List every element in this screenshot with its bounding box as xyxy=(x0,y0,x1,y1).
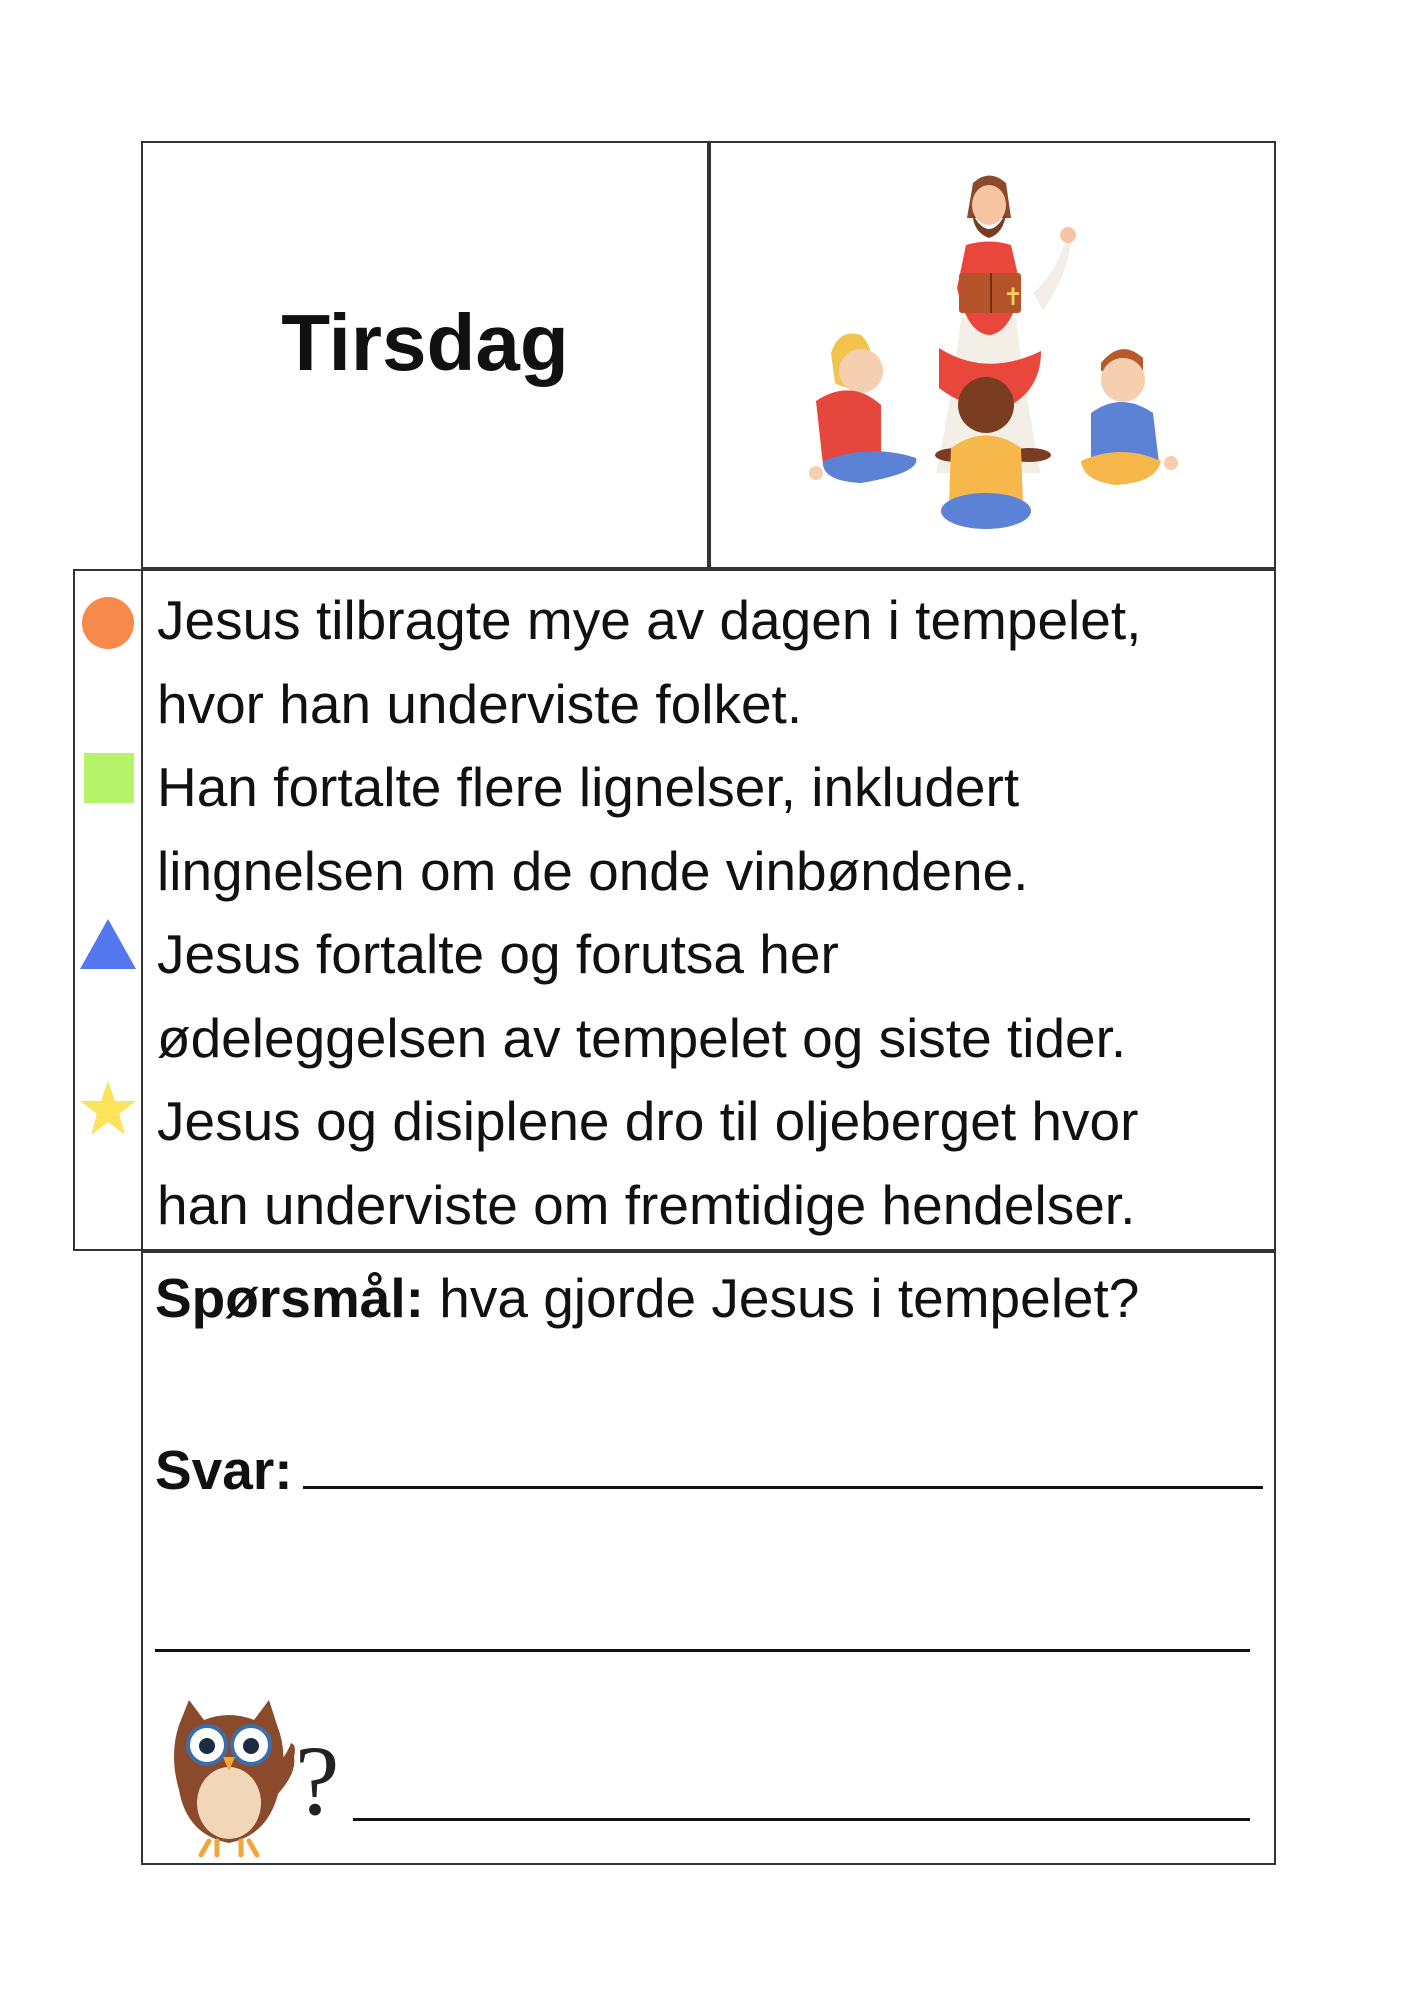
answer-label: Svar: xyxy=(155,1439,293,1501)
illustration-cell xyxy=(709,141,1276,569)
story-line: Jesus fortalte og forutsa her xyxy=(157,923,839,985)
story-line: Jesus og disiplene dro til oljeberget hvor xyxy=(157,1090,1139,1152)
title-cell xyxy=(141,141,709,569)
question-label: Spørsmål: xyxy=(155,1267,424,1329)
jesus-figure xyxy=(935,176,1076,474)
owl-thinking-icon xyxy=(159,1695,299,1860)
symbol-column xyxy=(73,569,143,1251)
yellow-star-icon xyxy=(78,1079,138,1139)
svg-text:✝: ✝ xyxy=(1003,283,1024,311)
girl-figure xyxy=(809,333,916,483)
orange-circle-icon xyxy=(78,593,138,653)
question-mark: ? xyxy=(295,1725,340,1836)
question-cell xyxy=(141,1251,1276,1865)
page-title: Tirsdag xyxy=(281,298,569,387)
blue-triangle-icon xyxy=(78,917,138,977)
story-cell xyxy=(141,569,1276,1251)
story-line: ødeleggelsen av tempelet og siste tider. xyxy=(157,1006,1127,1069)
story-line: lingnelsen om de onde vinbøndene. xyxy=(157,839,1029,902)
green-square-icon xyxy=(78,749,138,809)
story-line: Jesus tilbragte mye av dagen i tempelet, xyxy=(157,589,1142,651)
story-line: Han fortalte flere lignelser, inkludert xyxy=(157,756,1020,818)
story-text xyxy=(157,579,1141,1247)
boy-figure xyxy=(1081,349,1178,485)
story-line: hvor han underviste folket. xyxy=(157,672,803,735)
jesus-teaching-children-illustration xyxy=(711,143,1274,567)
question-text xyxy=(155,1263,1139,1333)
answer-line-1[interactable] xyxy=(303,1486,1263,1489)
answer-line-2[interactable] xyxy=(155,1649,1250,1652)
answer-line-3[interactable] xyxy=(353,1818,1250,1821)
question-body: hva gjorde Jesus i tempelet? xyxy=(423,1267,1140,1329)
story-line: han underviste om fremtidige hendelser. xyxy=(157,1173,1136,1236)
